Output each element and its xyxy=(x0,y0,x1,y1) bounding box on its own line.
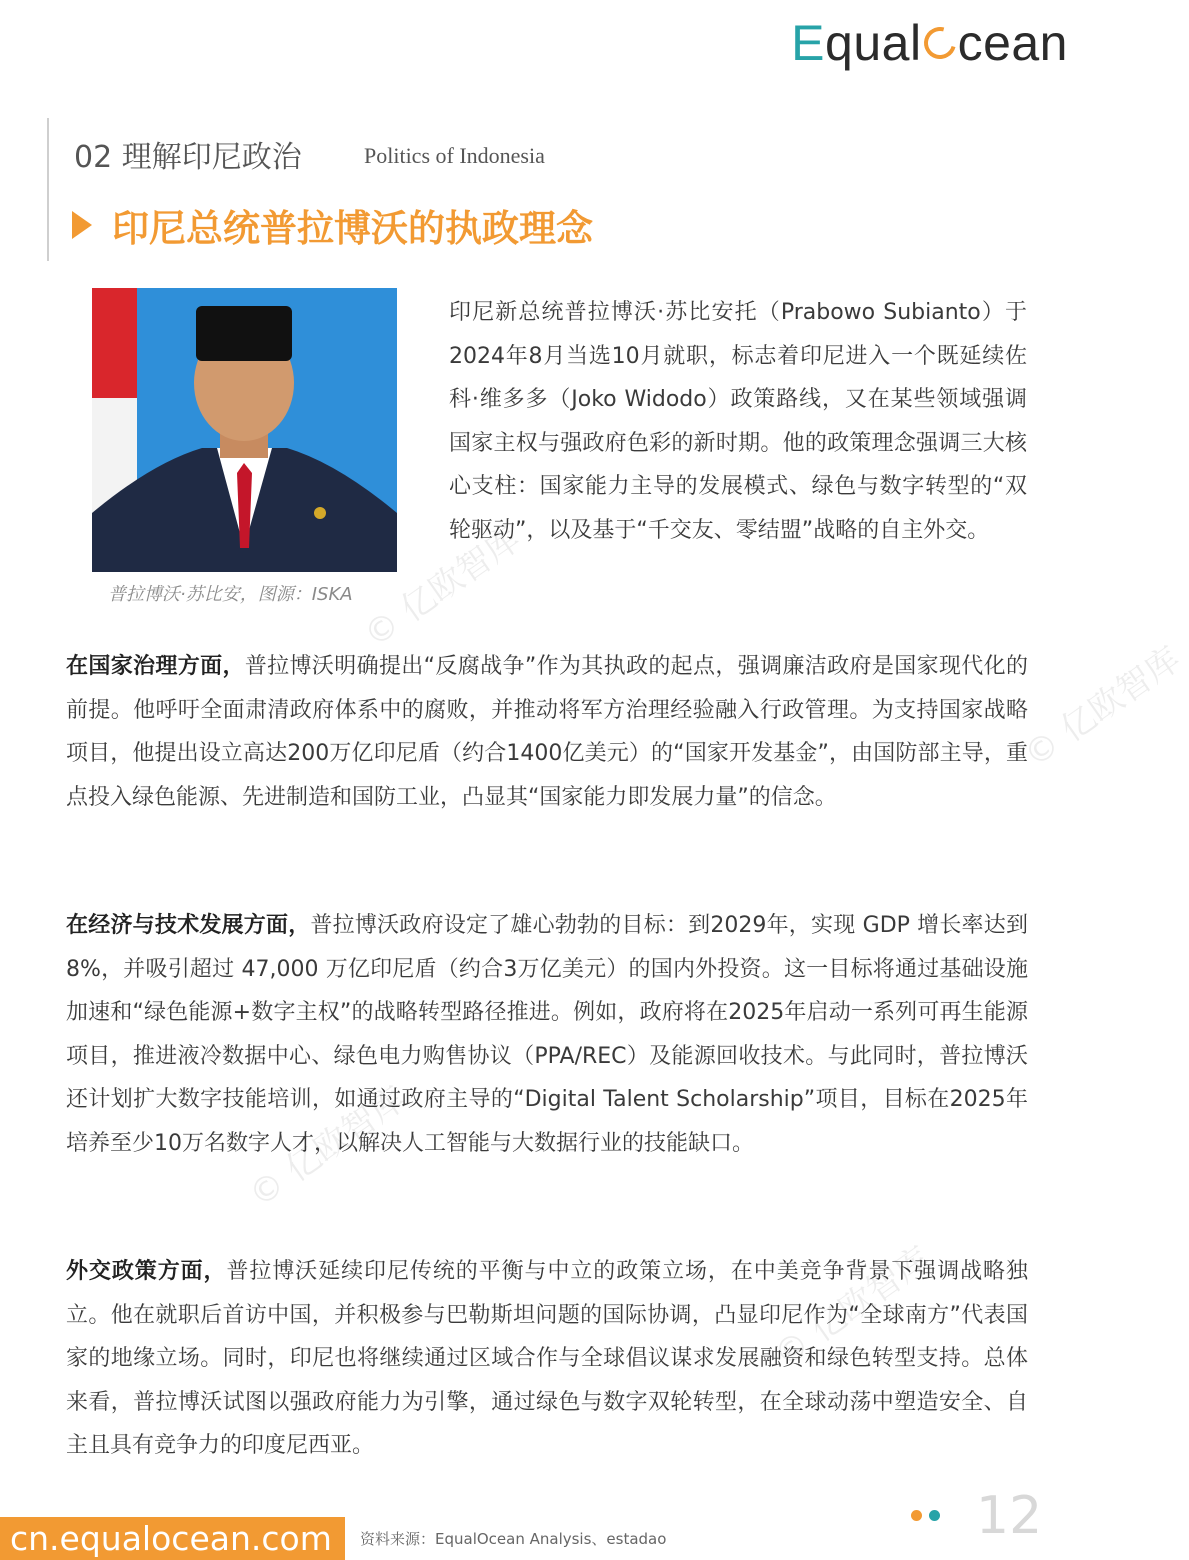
paragraph-body: 普拉博沃延续印尼传统的平衡与中立的政策立场，在中美竞争背景下强调战略独立。他在就职后首访中国，并积极参与巴勒斯坦问题的国际协调，凸显印尼作为“全球南方”代表国家的地缘立场。同时，印尼也将继续通过区域合作与全球倡议谋求发展融资和绿色转型支持。总体来看，普拉博沃试图以强政府能力为引擎，通过绿色与数字双轮转型，在全球动荡中塑造安全、自主且具有竞争力的印度尼西亚。 xyxy=(66,1259,1028,1458)
source-note: 资料来源：EqualOcean Analysis、estadao xyxy=(360,1530,667,1548)
economy-paragraph xyxy=(66,904,1028,1165)
website-url[interactable]: cn.equalocean.com xyxy=(0,1517,345,1560)
paragraph-body: 普拉博沃明确提出“反腐战争”作为其执政的起点，强调廉洁政府是国家现代化的前提。他呼吁全面肃清政府体系中的腐败，并推动将军方治理经验融入行政管理。为支持国家战略项目，他提出设立高达200万亿印尼盾（约合1400亿美元）的“国家开发基金”，由国防部主导，重点投入绿色能源、先进制造和国防工业，凸显其“国家能力即发展力量”的信念。 xyxy=(66,654,1028,810)
chevron-right-icon xyxy=(72,211,92,239)
page-dots xyxy=(911,1510,940,1521)
watermark: © 亿欧智库 xyxy=(241,1079,413,1216)
paragraph-body: 普拉博沃政府设定了雄心勃勃的目标：到2029年，实现 GDP 增长率达到 8%，并吸引超过 47,000 万亿印尼盾（约合3万亿美元）的国内外投资。这一目标将通过基础设施加速和“绿色能源+数字主权”的战略转型路径推进。例如，政府将在2025年启动一系列可再生能源项目，推进液冷数据中心、绿色电力购售协议（PPA/REC）及能源回收技术。与此同时，普拉博沃还计划扩大数字技能培训，如通过政府主导的“Digital Talent Scholarship”项目，目标在2025年培养至少10万名数字人才，以解决人工智能与大数据行业的技能缺口。 xyxy=(66,913,1028,1156)
watermark: © 亿欧智库 xyxy=(1016,639,1188,776)
orange-dot-icon xyxy=(911,1510,922,1521)
teal-dot-icon xyxy=(929,1510,940,1521)
governance-paragraph xyxy=(66,645,1028,819)
intro-paragraph: 印尼新总统普拉博沃·苏比安托（Prabowo Subianto）于2024年8月当选10月就职，标志着印尼进入一个既延续佐科·维多多（Joko Widodo）政策路线，又在某些领域强调国家主权与强政府色彩的新时期。他的政策理念强调三大核心支柱：国家能力主导的发展模式、绿色与数字转型的“双轮驱动”，以及基于“千交友、零结盟”战略的自主外交。 xyxy=(449,300,1027,543)
section-divider-line xyxy=(47,118,49,261)
watermark: © 亿欧智库 xyxy=(766,1239,938,1376)
page-heading xyxy=(72,198,593,252)
foreign-policy-paragraph xyxy=(66,1250,1028,1468)
watermark: © 亿欧智库 xyxy=(356,519,528,656)
section-english-title: Politics of Indonesia xyxy=(364,143,545,168)
paragraph-lead: 在经济与技术发展方面， xyxy=(66,913,311,938)
president-photo xyxy=(92,288,397,572)
photo-caption: 普拉博沃·苏比安，图源：ISKA xyxy=(108,584,353,605)
paragraph-lead: 外交政策方面， xyxy=(66,1259,227,1284)
page-title: 印尼总统普拉博沃的执政理念 xyxy=(112,207,593,250)
paragraph-lead: 在国家治理方面， xyxy=(66,654,245,679)
equalocean-logo: E qual cean xyxy=(791,15,1068,71)
page-number: 12 xyxy=(976,1486,1043,1546)
section-title: 02 理解印尼政治 xyxy=(74,140,302,175)
logo-o-ring xyxy=(918,21,962,65)
